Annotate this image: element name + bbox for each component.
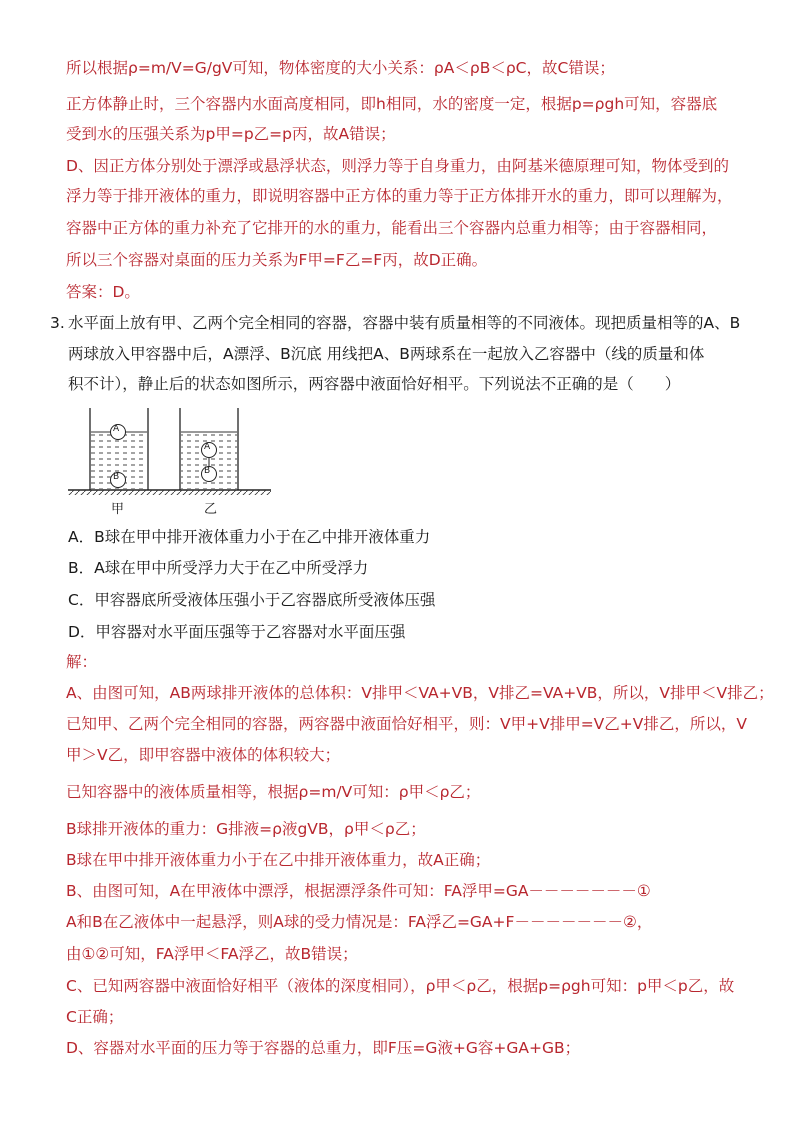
solution-a-3: 甲＞V乙，即甲容器中液体的体积较大； [66, 746, 341, 764]
ball-b-label-yi: B [204, 466, 211, 476]
caption-jia: 甲 [111, 502, 125, 517]
question-stem-2: 两球放入甲容器中后，A漂浮、B沉底 用线把A、B两球系在一起放入乙容器中（线的质量和体 [68, 345, 705, 363]
ball-a-label-yi: A [204, 442, 211, 452]
option-a: A．B球在甲中排开液体重力小于在乙中排开液体重力 [68, 528, 431, 546]
solution-b-1: B、由图可知，A在甲液体中漂浮，根据漂浮条件可知：FA浮甲=GA－－－－－－－① [66, 882, 651, 900]
solution-a-1: A、由图可知，AB两球排开液体的总体积：V排甲＜VA+VB，V排乙=VA+VB，所以，V排甲＜V排乙； [66, 684, 774, 702]
solution-a-2: 已知甲、乙两个完全相同的容器，两容器中液面恰好相平，则：V甲+V排甲=V乙+V排乙，所以，V [66, 715, 747, 733]
solution-a-4: 已知容器中的液体质量相等，根据ρ=m/V可知：ρ甲＜ρ乙； [66, 783, 481, 801]
solution-line-2: 受到水的压强关系为p甲=p乙=p丙，故A错误； [66, 125, 396, 143]
solution-a-5: B球排开液体的重力：G排液=ρ液gVB，ρ甲＜ρ乙； [66, 820, 426, 838]
solution-line-6: 所以三个容器对桌面的压力关系为F甲=F乙=F丙，故D正确。 [66, 251, 488, 269]
question-number: 3. [50, 314, 65, 332]
solution-line-4: 浮力等于排开液体的重力，即说明容器中正方体的重力等于正方体排开水的重力，即可以理解为， [66, 187, 733, 205]
ball-a-label-jia: A [113, 424, 120, 434]
solution-line-3: D、因正方体分别处于漂浮或悬浮状态，则浮力等于自身重力，由阿基米德原理可知，物体受到的 [66, 157, 729, 175]
solution-d-1: D、容器对水平面的压力等于容器的总重力，即F压=G液+G容+GA+GB； [66, 1039, 581, 1057]
question-stem-1: 水平面上放有甲、乙两个完全相同的容器，容器中装有质量相等的不同液体。现把质量相等的A、B [68, 314, 741, 332]
option-d: D．甲容器对水平面压强等于乙容器对水平面压强 [68, 623, 406, 641]
solution-c-1: C、已知两容器中液面恰好相平（液体的深度相同），ρ甲＜ρ乙，根据p=ρgh可知：p甲＜p乙，故 [66, 977, 735, 995]
solution-b-3: 由①②可知，FA浮甲＜FA浮乙，故B错误； [66, 945, 358, 963]
containers-diagram [66, 402, 276, 532]
question-stem-3: 积不计），静止后的状态如图所示，两容器中液面恰好相平。下列说法不正确的是（ ） [68, 375, 681, 393]
answer-line: 答案：D。 [66, 283, 140, 301]
solution-c-2: C正确； [66, 1008, 124, 1026]
containers-figure [66, 402, 276, 532]
ball-b-label-jia: B [113, 472, 120, 482]
option-c: C．甲容器底所受液体压强小于乙容器底所受液体压强 [68, 591, 436, 609]
solution-line-1: 正方体静止时，三个容器内水面高度相同，即h相同，水的密度一定，根据p=ρgh可知，容器底 [66, 95, 718, 113]
option-b: B．A球在甲中所受浮力大于在乙中所受浮力 [68, 559, 369, 577]
solution-header: 解： [66, 653, 98, 671]
solution-line-5: 容器中正方体的重力补充了它排开的水的重力，能看出三个容器内总重力相等；由于容器相同， [66, 219, 718, 237]
solution-b-2: A和B在乙液体中一起悬浮，则A球的受力情况是：FA浮乙=GA+F－－－－－－－②， [66, 913, 653, 931]
solution-line-density: 所以根据ρ=m/V=G/gV可知，物体密度的大小关系：ρA＜ρB＜ρC，故C错误； [66, 59, 615, 77]
solution-a-6: B球在甲中排开液体重力小于在乙中排开液体重力，故A正确； [66, 851, 491, 869]
caption-yi: 乙 [204, 502, 218, 517]
